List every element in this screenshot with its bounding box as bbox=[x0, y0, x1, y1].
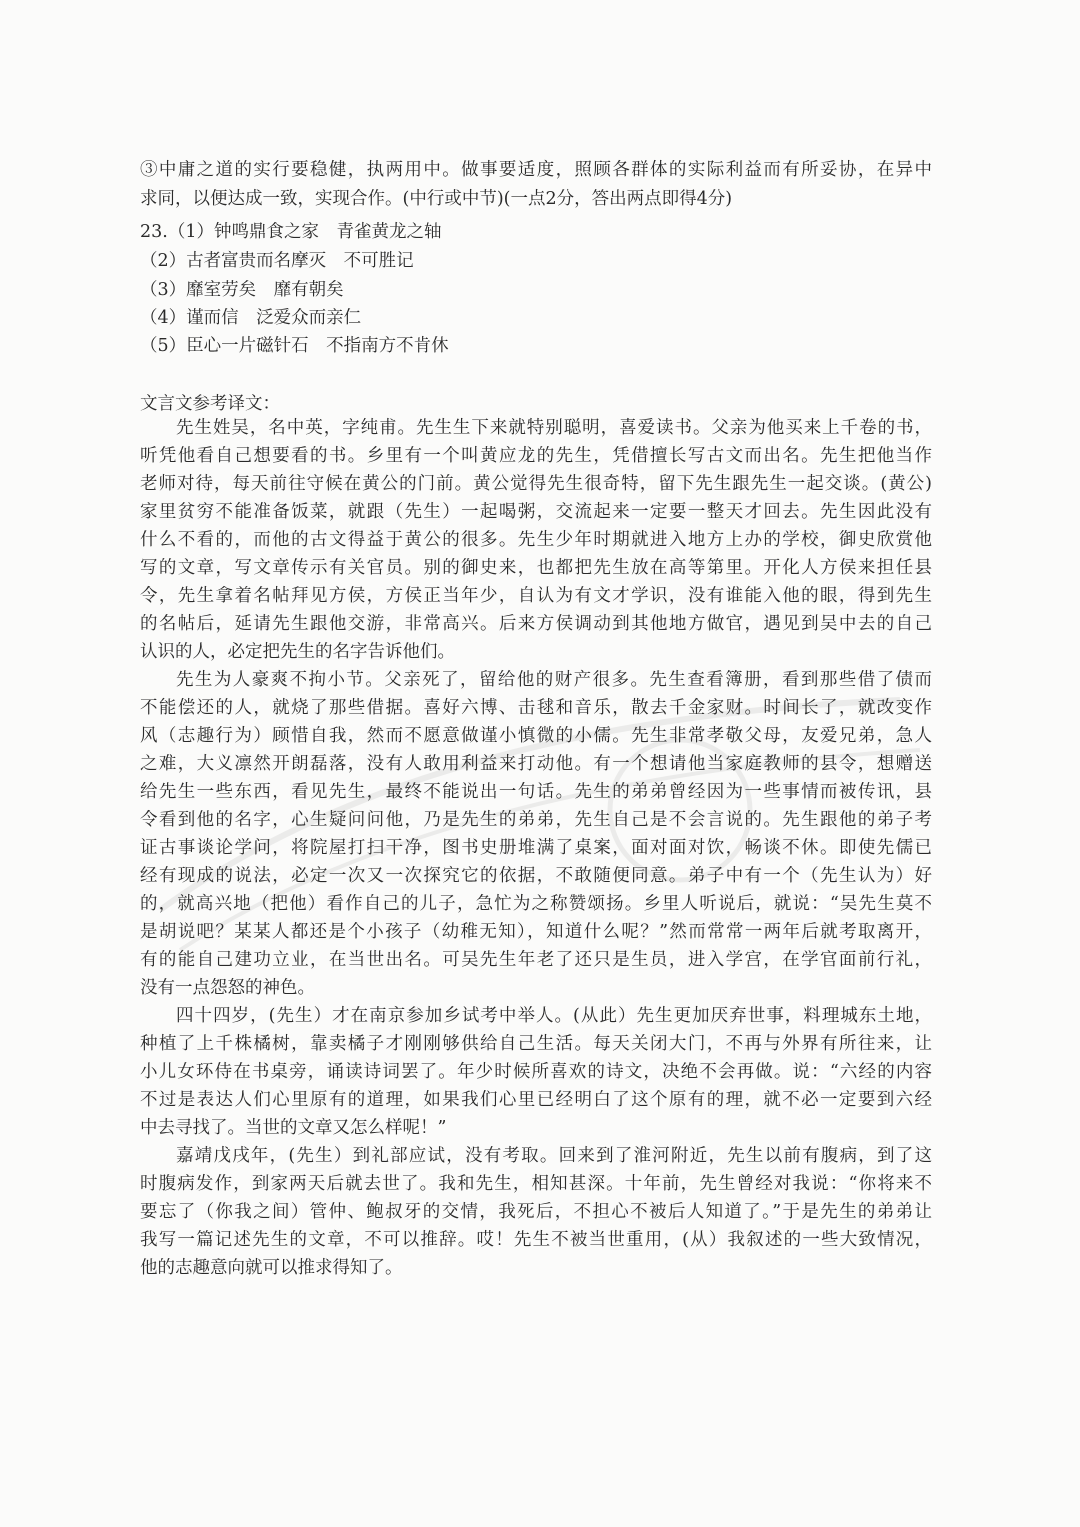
paragraph-line: 不能偿还的人，就烧了那些借据。喜好六博、击毬和音乐，散去千金家财。时间长了，就改变作 bbox=[140, 698, 932, 718]
paragraph-line: 令看到他的名字，心生疑问问他，乃是先生的弟弟，先生自己是不会言说的。先生跟他的弟子考 bbox=[140, 810, 932, 830]
paragraph-line: 小儿女环侍在书桌旁，诵读诗词罢了。年少时候所喜欢的诗文，决绝不会再做。说：“六经的内容 bbox=[140, 1062, 932, 1082]
paragraph-line: 不过是表达人们心里原有的道理，如果我们心里已经明白了这个原有的理，就不必一定要到六经 bbox=[140, 1090, 932, 1110]
paragraph-line: 风（志趣行为）顾惜自我，然而不愿意做谨小慎微的小儒。先生非常孝敬父母，友爱兄弟，急人 bbox=[140, 726, 932, 746]
paragraph-line: 老师对待，每天前往守候在黄公的门前。黄公觉得先生很奇特，留下先生跟先生一起交谈。(黄公) bbox=[140, 474, 932, 494]
translation-heading: 文言文参考译文： bbox=[140, 394, 280, 414]
paragraph-line: 嘉靖戊戌年，(先生）到礼部应试，没有考取。回来到了淮河附近，先生以前有腹病，到了这 bbox=[176, 1146, 932, 1166]
paragraph-line: 之难，大义凛然开朗磊落，没有人敢用利益来打动他。有一个想请他当家庭教师的县令，想赠送 bbox=[140, 754, 932, 774]
paragraph-line: 什么不看的，而他的古文得益于黄公的很多。先生少年时期就进入地方上办的学校，御史欣赏他 bbox=[140, 530, 932, 550]
paragraph-line: 给先生一些东西，看见先生，最终不能说出一句话。先生的弟弟曾经因为一些事情而被传讯，县 bbox=[140, 782, 932, 802]
paragraph-line: 我写一篇记述先生的文章，不可以推辞。哎！先生不被当世重用，(从）我叙述的一些大致情况， bbox=[140, 1230, 932, 1250]
question-23-sub-answer: （2）古者富贵而名摩灭 不可胜记 bbox=[140, 251, 414, 271]
paragraph-line: 证古事谈论学问，将院屋打扫干净，图书史册堆满了桌案，面对面对饮，畅谈不休。即使先儒已 bbox=[140, 838, 932, 858]
paragraph-line: 时腹病发作，到家两天后就去世了。我和先生，相知甚深。十年前，先生曾经对我说：“你将来不 bbox=[140, 1174, 932, 1194]
paragraph-line: 先生姓吴，名中英，字纯甫。先生生下来就特别聪明，喜爱读书。父亲为他买来上千卷的书， bbox=[176, 418, 932, 438]
paragraph-line: 家里贫穷不能准备饭菜，就跟（先生）一起喝粥，交流起来一定要一整天才回去。先生因此没有 bbox=[140, 502, 932, 522]
paragraph-line: 先生为人豪爽不拘小节。父亲死了，留给他的财产很多。先生查看簿册，看到那些借了债而 bbox=[176, 670, 932, 690]
paragraph-line: 写的文章，写文章传示有关官员。别的御史来，也都把先生放在高等第里。开化人方侯来担任县 bbox=[140, 558, 932, 578]
question-23-sub-answer: （5）臣心一片磁针石 不指南方不肯休 bbox=[140, 336, 449, 356]
paragraph-line: 中去寻找了。当世的文章又怎么样呢！” bbox=[140, 1118, 447, 1138]
question-23-sub-answer: （4）谨而信 泛爱众而亲仁 bbox=[140, 308, 362, 328]
paragraph-line: 是胡说吧？某某人都还是个小孩子（幼稚无知），知道什么呢？”然而常常一两年后就考取离开， bbox=[140, 922, 932, 942]
paragraph-line: 他的志趣意向就可以推求得知了。 bbox=[140, 1258, 403, 1278]
paragraph-line: 令，先生拿着名帖拜见方侯，方侯正当年少，自认为有文才学识，没有谁能入他的眼，得到先生 bbox=[140, 586, 932, 606]
paragraph-line: 听凭他看自己想要看的书。乡里有一个叫黄应龙的先生，凭借擅长写古文而出名。先生把他当作 bbox=[140, 446, 932, 466]
answer-item-3-line: 求同，以便达成一致，实现合作。(中行或中节)(一点2分，答出两点即得4分) bbox=[140, 189, 733, 209]
paragraph-line: 要忘了（你我之间）管仲、鲍叔牙的交情，我死后，不担心不被后人知道了。”于是先生的弟弟让 bbox=[140, 1202, 932, 1222]
question-23-sub-answer: （3）靡室劳矣 靡有朝矣 bbox=[140, 280, 344, 300]
paragraph-line: 认识的人，必定把先生的名字告诉他们。 bbox=[140, 642, 455, 662]
paragraph-line: 四十四岁，(先生）才在南京参加乡试考中举人。(从此）先生更加厌弃世事，料理城东土地， bbox=[176, 1006, 932, 1026]
paragraph-line: 的名帖后，延请先生跟他交游，非常高兴。后来方侯调动到其他地方做官，遇见到吴中去的自己 bbox=[140, 614, 932, 634]
paragraph-line: 种植了上千株橘树，靠卖橘子才刚刚够供给自己生活。每天关闭大门，不再与外界有所往来，让 bbox=[140, 1034, 932, 1054]
paragraph-line: 的，就高兴地（把他）看作自己的儿子，急忙为之称赞颂扬。乡里人听说后，就说：“吴先生莫不 bbox=[140, 894, 932, 914]
answer-item-3-line: ③中庸之道的实行要稳健，执两用中。做事要适度，照顾各群体的实际利益而有所妥协，在异中 bbox=[140, 160, 932, 180]
paragraph-line: 有的能自己建功立业，在当世出名。可吴先生年老了还只是生员，进入学宫，在学官面前行礼， bbox=[140, 950, 932, 970]
paragraph-line: 经有现成的说法，必定一次又一次探究它的依据，不敢随便同意。弟子中有一个（先生认为）好 bbox=[140, 866, 932, 886]
question-23-answer: 23.（1）钟鸣鼎食之家 青雀黄龙之轴 bbox=[140, 222, 442, 242]
paragraph-line: 没有一点怨怒的神色。 bbox=[140, 978, 315, 998]
